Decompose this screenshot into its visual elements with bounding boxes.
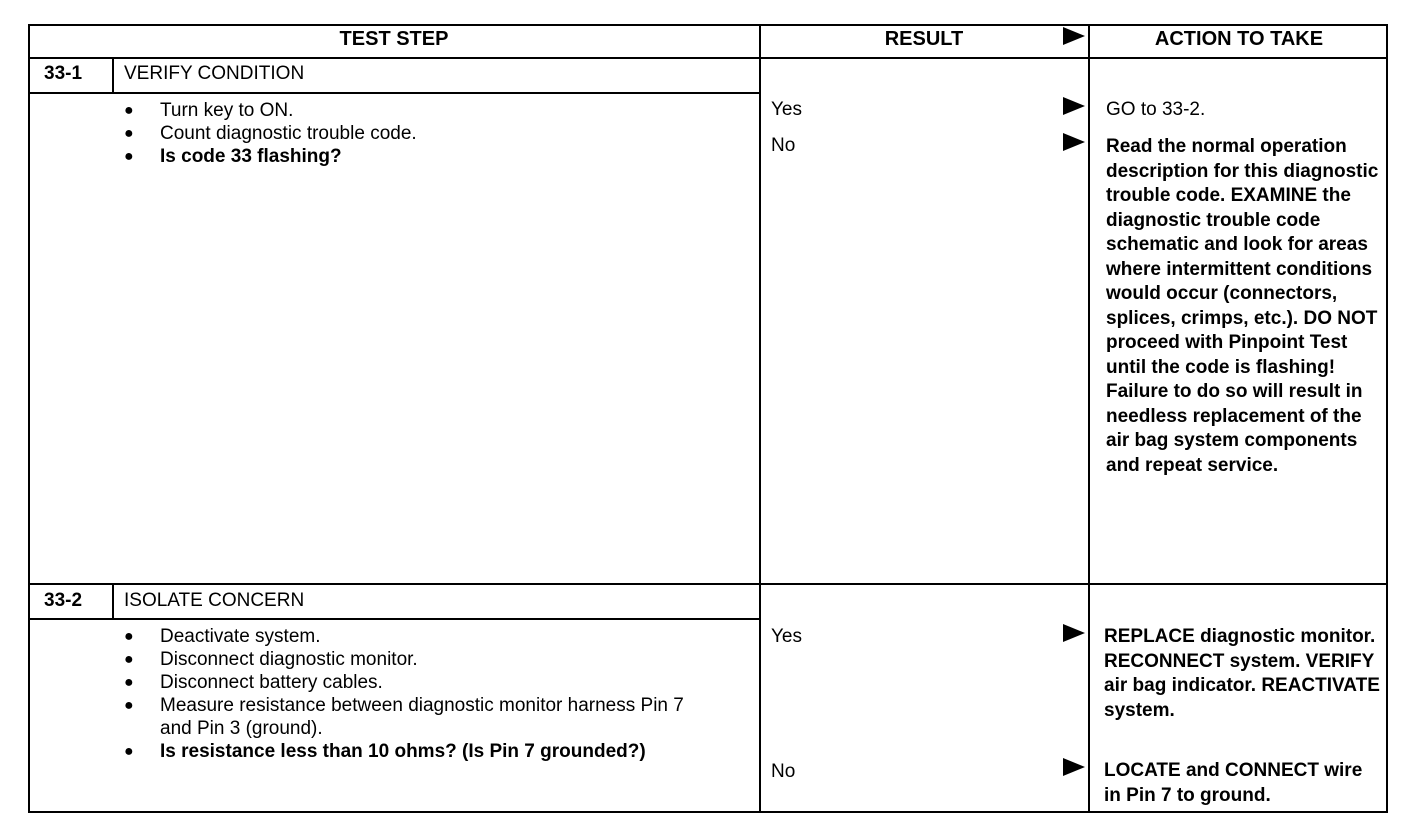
result-arrow-icon (1063, 624, 1085, 642)
result-answer: No (771, 761, 796, 782)
result-arrow-icon (1063, 758, 1085, 776)
result-answer: Yes (771, 99, 802, 120)
step-id: 33-2 (44, 590, 83, 611)
step-title: VERIFY CONDITION (124, 63, 305, 84)
header-arrow-icon (1063, 27, 1085, 45)
result-action: REPLACE diagnostic monitor. RECONNECT system. VERIFY air bag indicator. REACTIVATE system. (1104, 626, 1380, 721)
col-divider-action (1088, 24, 1090, 813)
header-test-step: TEST STEP (339, 28, 449, 50)
step2-title-divider (28, 618, 760, 620)
bullet-item: ● Deactivate system. (124, 625, 684, 648)
step-bullets (124, 625, 684, 763)
header-action: ACTION TO TAKE (1154, 28, 1324, 50)
bullet-item: ● Measure resistance between diagnostic monitor harness Pin 7 and Pin 3 (ground). (124, 694, 684, 740)
header-result: RESULT (884, 28, 964, 50)
result-answer: No (771, 135, 796, 156)
step1-title-divider (28, 92, 760, 94)
step1-id-divider (112, 57, 114, 93)
result-arrow-icon (1063, 97, 1085, 115)
bullet-question: ● Is code 33 flashing? (124, 145, 744, 168)
step2-id-divider (112, 583, 114, 619)
result-answer: Yes (771, 626, 802, 647)
bullet-item: ● Disconnect diagnostic monitor. (124, 648, 684, 671)
step-id: 33-1 (44, 63, 83, 84)
result-arrow-icon (1063, 133, 1085, 151)
step-title: ISOLATE CONCERN (124, 590, 305, 611)
bullet-question: ● Is resistance less than 10 ohms? (Is Pin 7 grounded?) (124, 740, 684, 763)
result-action: Read the normal operation description for this diagnostic trouble code. EXAMINE the diagnostic trouble code schematic and look for areas where intermittent conditions would occur (connectors, splices, crimps, etc.). DO NOT proceed with Pinpoint Test until the code is flashing! Failure to do so will result in needless replacement of the air bag system components and repeat service. (1106, 136, 1379, 476)
result-action: LOCATE and CONNECT wire in Pin 7 to ground. (1104, 760, 1363, 806)
step-divider (28, 583, 1388, 585)
step-bullets (124, 99, 744, 168)
bullet-item: ● Disconnect battery cables. (124, 671, 684, 694)
bullet-item: ● Count diagnostic trouble code. (124, 122, 744, 145)
result-action: GO to 33-2. (1106, 99, 1206, 120)
bullet-item: ● Turn key to ON. (124, 99, 744, 122)
header-divider (28, 57, 1388, 59)
col-divider-result (759, 24, 761, 813)
